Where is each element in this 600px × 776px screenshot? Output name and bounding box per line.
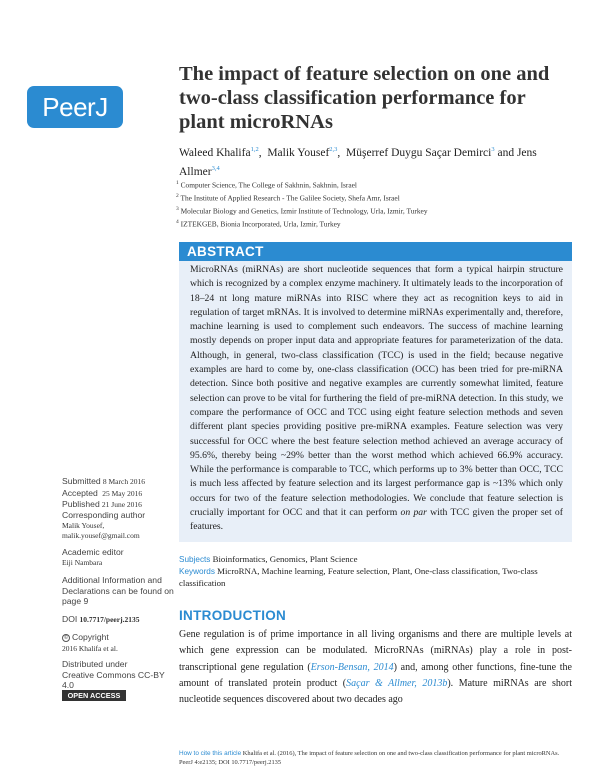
affiliation-list — [176, 178, 574, 230]
author-affil-sup: 1,2 — [250, 146, 259, 153]
author-affil-sup: 2,3 — [329, 146, 338, 153]
subjects-keywords: Subjects Bioinformatics, Genomics, Plant Science Keywords MicroRNA, Machine learning, Feature selection, Plant, One-class classification, Two-class classification — [179, 554, 538, 588]
publication-dates: Submitted 8 March 2016 Accepted 25 May 2016 Published 21 June 2016 — [62, 476, 145, 509]
license-info: Distributed under Creative Commons CC-BY 4.0 — [62, 659, 172, 691]
author-affil-sup: 3,4 — [211, 164, 220, 172]
license-link[interactable]: Creative Commons CC-BY 4.0 — [62, 669, 165, 690]
citation-link[interactable]: Erson-Bensan, 2014 — [310, 661, 394, 673]
author-name[interactable]: Malik Yousef — [267, 146, 330, 159]
author-list: Waleed Khalifa$^{1,2}$, Malik Yousef$^{2,3}$, Müşerref Duygu Saçar Demirci$^3$ and Jens Allmer$^{3,4}$ — [179, 146, 537, 178]
affiliation-item: $^4$ IZTEKGEB, Bionia Incorporated, Urla, Izmir, Turkey — [176, 218, 341, 229]
author-name[interactable]: Müşerref Duygu Saçar Demirci — [346, 146, 492, 159]
abstract-body: MicroRNAs (miRNAs) are short nucleotide sequences that form a typical hairpin structure which is recognized by a complex enzyme machinery. It ultimately leads to the incorporation of 18–24 nt long mature miRNAs into RISC where they act as recognition keys to aid in regulation of target mRNAs. It is involved to determine miRNAs experimentally and, therefore, machine learning is used to complement such endeavors. The success of machine learning mostly depends on proper input data and appropriate features for parameterization of the data. Although, in general, two-class classification (TCC) is used in the field; because negative examples are hard to come by, one-class classification (OCC) has been tried for pre-miRNA detection. Since both positive and negative examples are currently somewhat limited, feature selection can prove to be vital for furthering the field of pre-miRNA detection. In this study, we compare the performance of OCC and TCC using eight feature selection methods and seven different plant species providing positive pre-miRNA examples. Feature selection was very successful for OCC where the best feature selection method achieved an average accuracy of 95.6%, thereby being ~29% better than the worst method which achieved 66.9% accuracy. While the performance is comparable to TCC, which performs up to 3% better than OCC, TCC is much less affected by feature selection and its largest performance gap is ~13% which only occurs for two of the feature selection methodologies. We conclude that feature selection is crucially important for OCC and that it can perform on par with TCC given the proper set of features. — [190, 264, 563, 533]
citation-footer: How to cite this article Khalifa et al. (2016), The impact of feature selection on one and two-class classification performance for plant microRNAs. PeerJ 4:e2135; DOI 10.7717/peerj.2135 — [179, 750, 560, 766]
doi-info: DOI 10.7717/peerj.2135 — [62, 614, 140, 624]
peerj-logo — [27, 86, 123, 128]
corresponding-email-link[interactable]: malik.yousef@gmail.com — [62, 531, 140, 540]
affiliation-item: $^3$ Molecular Biology and Genetics, Izmir Institute of Technology, Urla, Izmir, Turkey — [176, 205, 428, 216]
open-access-badge: OPEN ACCESS — [62, 690, 126, 701]
affiliation-item: $^1$ Computer Science, The College of Sakhnin, Sakhnin, Israel — [176, 180, 357, 190]
corresponding-author: Corresponding author Malik Yousef, malik.yousef@gmail.com — [62, 510, 172, 542]
author-affil-sup: 3 — [491, 146, 495, 153]
citation-link[interactable]: Saçar & Allmer, 2013b — [346, 677, 448, 689]
doi-link[interactable]: 10.7717/peerj.2135 — [79, 615, 140, 624]
keywords-text: MicroRNA, Machine learning, Feature selection, Plant, One-class classification, Two-class classification — [179, 565, 538, 588]
author-name[interactable]: Jens Allmer — [179, 146, 537, 178]
logo-text: PeerJ — [42, 91, 108, 122]
author-name[interactable]: Waleed Khalifa — [179, 146, 251, 159]
additional-info-note[interactable]: Additional Information and Declarations can be found on page 9 — [62, 575, 174, 606]
introduction-heading: INTRODUCTION — [179, 608, 287, 623]
abstract-heading: ABSTRACT — [179, 242, 572, 261]
introduction-body: Gene regulation is of prime importance in all living organisms and there are multiple levels at which gene expression can be modulated. MicroRNAs (miRNAs) play a role in post-transcriptional gene regulation (Erson-Bensan, 2014) and, among other functions, fine-tune the amount of translated protein product (Saçar & Allmer, 2013b). Mature miRNAs are short nucleotide sequences discovered about two decades ago — [179, 629, 572, 706]
paper-title: The impact of feature selection on one and two-class classification performance for plant microRNAs — [179, 63, 550, 133]
affiliation-item: $^2$ The Institute of Applied Research - The Galilee Society, Shefa Amr, Israel — [176, 192, 400, 203]
subjects-text: Bioinformatics, Genomics, Plant Science — [212, 554, 358, 564]
copyright-info: © Copyright 2016 Khalifa et al. — [62, 632, 118, 653]
academic-editor: Academic editor Eiji Nambara — [62, 547, 124, 567]
copyright-icon: © — [62, 634, 70, 642]
